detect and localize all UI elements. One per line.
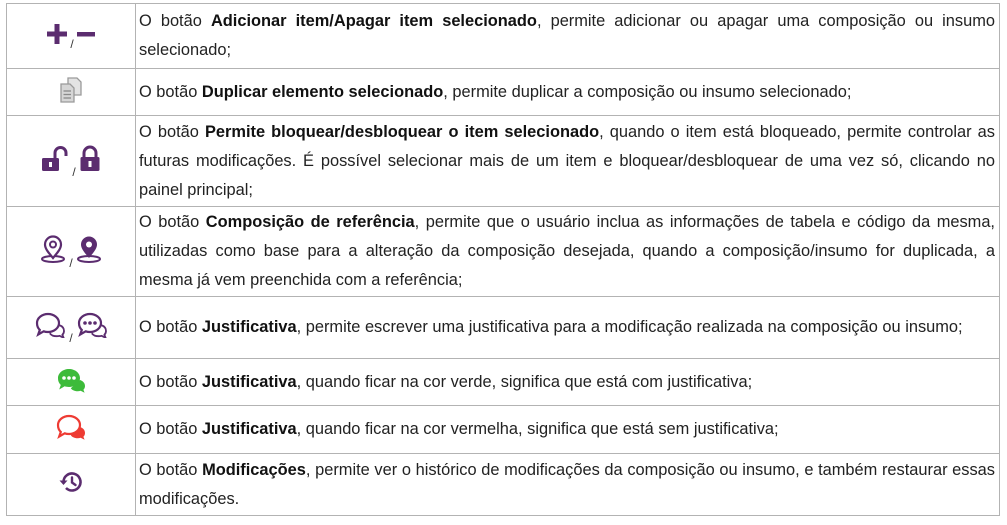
description-cell: O botão Justificativa, quando ficar na cor verde, significa que está com justificativa; — [136, 359, 1000, 406]
button-name: Permite bloquear/desbloquear o item selecionado — [204, 122, 600, 141]
unlock-icon — [41, 146, 69, 172]
table-row — [7, 116, 1000, 207]
icon-cell — [7, 69, 136, 116]
duplicate-icon — [60, 77, 82, 103]
minus-icon — [77, 24, 95, 44]
icon-cell — [7, 454, 136, 516]
icon-cell — [7, 359, 136, 406]
description-cell: O botão Justificativa, permite escrever uma justificativa para a modificação realizada na composição ou insumo; — [136, 297, 1000, 359]
table-row — [7, 406, 1000, 454]
comment-red-icon — [55, 414, 87, 440]
table-row — [7, 207, 1000, 297]
icon-cell — [7, 297, 136, 359]
button-name: Justificativa — [201, 420, 297, 438]
icon-cell — [7, 406, 136, 454]
comment-dots-icon — [76, 312, 108, 338]
icon-separator: / — [72, 165, 76, 179]
comment-outline-icon — [34, 312, 66, 338]
history-icon — [58, 470, 84, 494]
button-name: Justificativa — [201, 318, 297, 336]
button-name: Duplicar elemento selecionado — [201, 82, 444, 101]
icon-separator: / — [69, 331, 73, 345]
map-pin-filled-icon — [76, 235, 102, 263]
description-cell: O botão Adicionar item/Apagar item selecionado, permite adicionar ou apagar uma composição ou insumo selecionado; — [136, 4, 1000, 69]
icon-cell — [7, 207, 136, 297]
lock-icon — [79, 145, 101, 172]
table-row — [7, 4, 1000, 69]
button-name: Justificativa — [201, 372, 297, 391]
description-cell: O botão Modificações, permite ver o histórico de modificações da composição ou insumo, e também restaurar essas modificações. — [136, 454, 1000, 516]
map-pin-outline-icon — [40, 235, 66, 263]
button-name: Composição de referência — [205, 213, 415, 231]
table-row — [7, 297, 1000, 359]
icon-separator: / — [69, 256, 73, 270]
plus-icon — [47, 24, 67, 44]
buttons-table — [6, 3, 1000, 516]
description-cell: O botão Justificativa, quando ficar na cor vermelha, significa que está sem justificativa; — [136, 406, 1000, 454]
icon-cell — [7, 116, 136, 207]
description-cell: O botão Permite bloquear/desbloquear o item selecionado, quando o item está bloqueado, permite controlar as futuras modificações. É possível selecionar mais de um item e bloquear/desbloquear de uma vez só, clicando no painel principal; — [136, 116, 1000, 207]
comment-green-icon — [55, 367, 87, 393]
button-name: Modificações — [202, 460, 306, 479]
table-row — [7, 454, 1000, 516]
icon-cell — [7, 4, 136, 69]
button-name: Adicionar item/Apagar item selecionado — [210, 12, 537, 30]
description-cell: O botão Duplicar elemento selecionado, permite duplicar a composição ou insumo selecionado; — [136, 69, 1000, 116]
icon-separator: / — [70, 36, 74, 51]
description-cell: O botão Composição de referência, permite que o usuário inclua as informações de tabela e código da mesma, utilizadas como base para a alteração da composição desejada, quando a composição/insumo for duplicada, a mesma já vem preenchida com a referência; — [136, 207, 1000, 297]
table-row — [7, 69, 1000, 116]
table-row — [7, 359, 1000, 406]
